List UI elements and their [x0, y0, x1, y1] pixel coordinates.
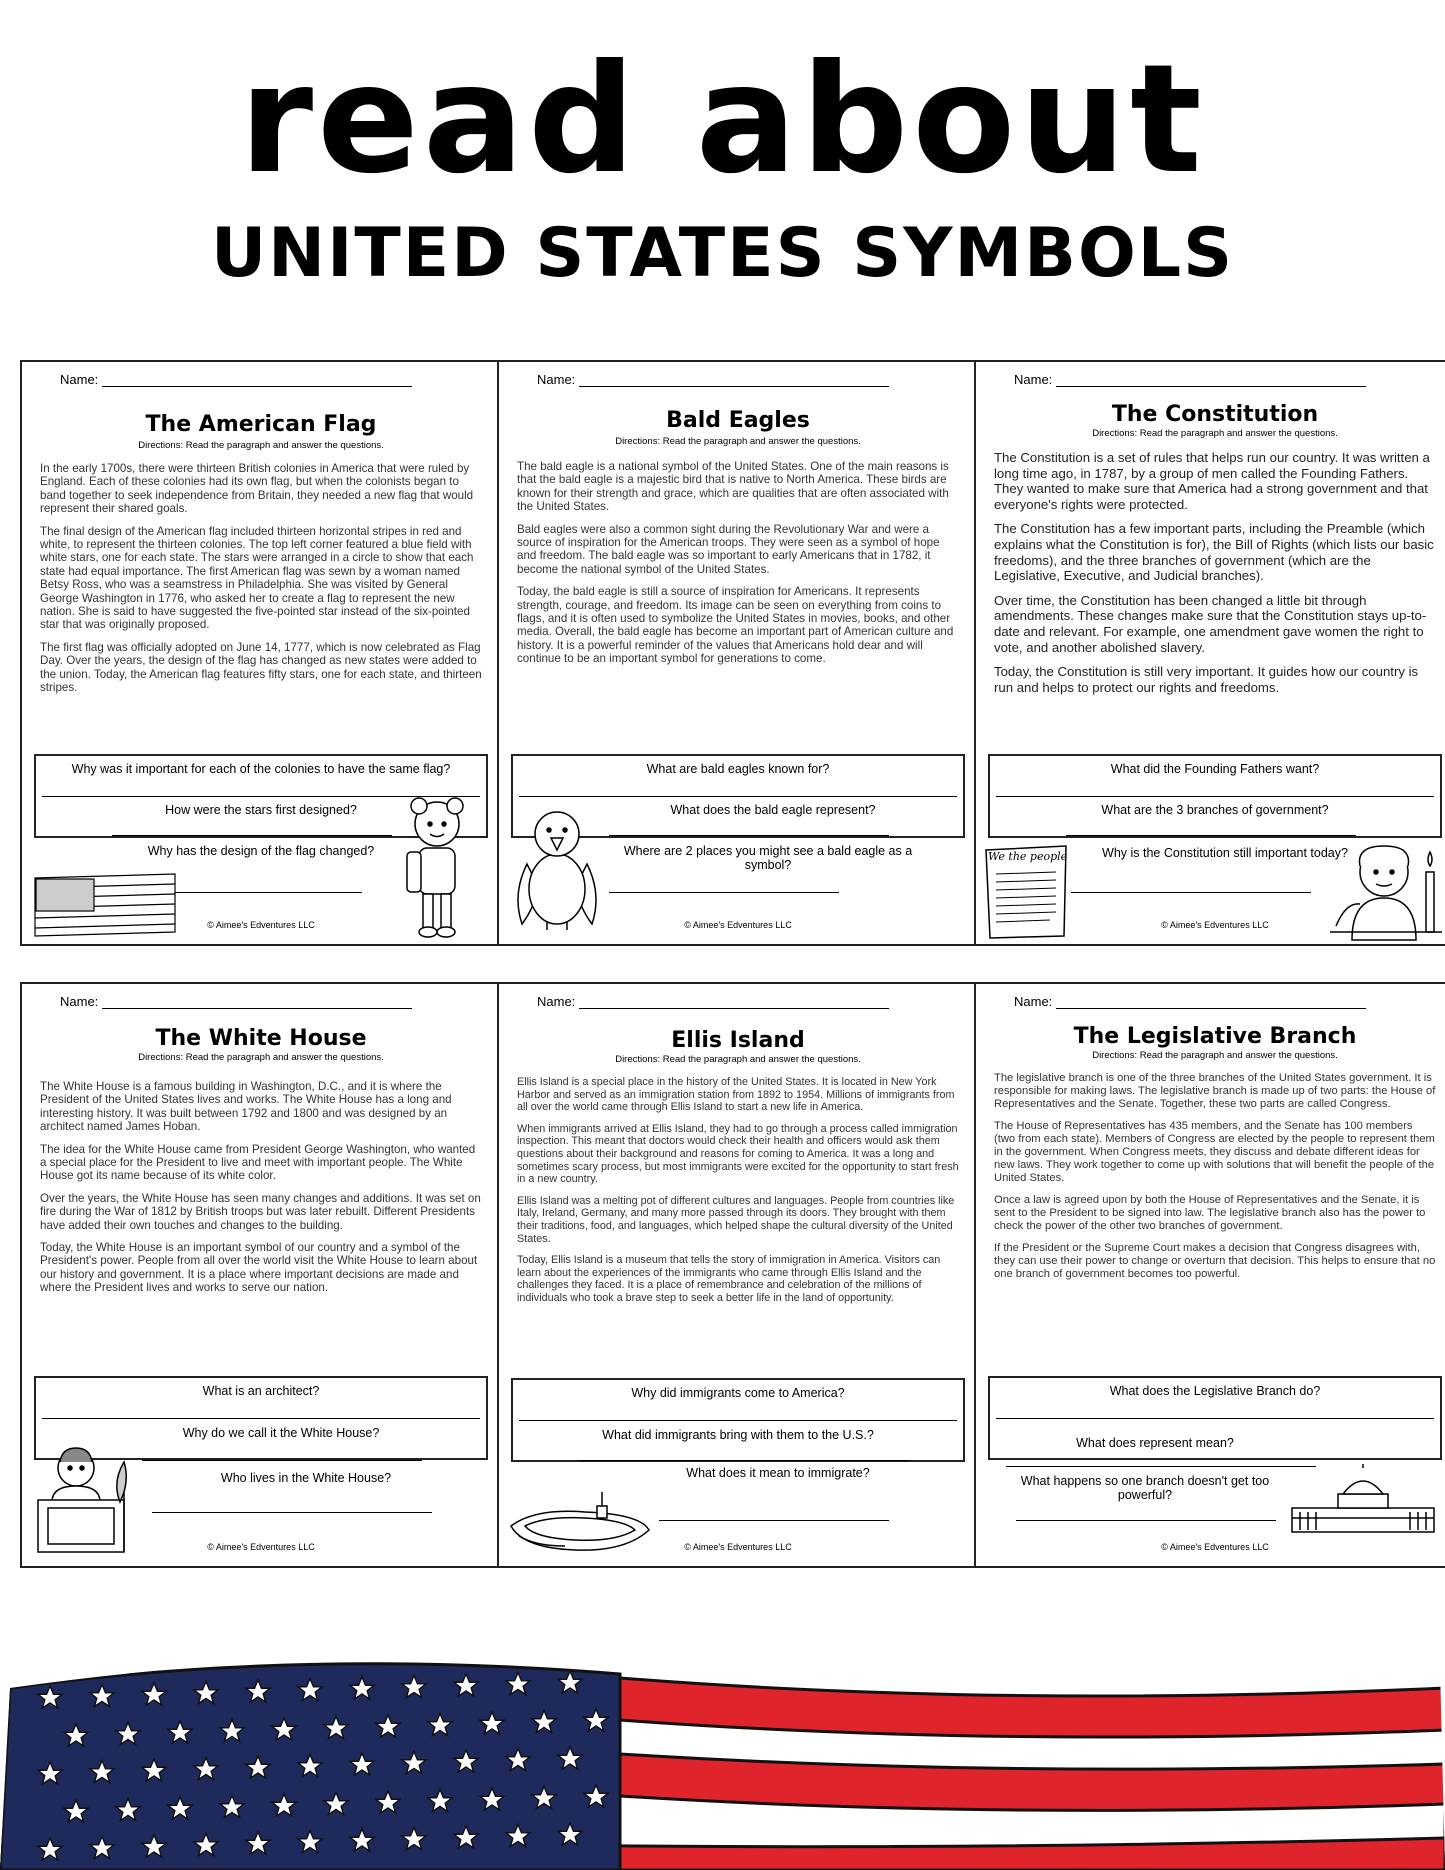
answer-line[interactable] [112, 835, 392, 836]
card-title: The American Flag [145, 412, 377, 437]
answer-line[interactable] [1016, 1520, 1276, 1521]
paragraph: The Constitution has a few important parts, including the Preamble (which explains what the Constitution is for), the Bill of Rights (which lists our basic freedoms), and the three branches of government (which are the Legislative, Executive, and Judicial branches). [994, 521, 1434, 584]
reading-passage [517, 1076, 959, 1314]
paragraph: When immigrants arrived at Ellis Island, they had to go through a process called immigration inspection. This meant that doctors would check their health and officers would ask them questions about their background and reasons for coming to America. It was a long and sometimes scary process, but most immigrants were excited for the opportunity to start fresh in a new country. [517, 1122, 959, 1186]
name-field [537, 994, 889, 1009]
reading-passage [40, 462, 482, 704]
card-directions: Directions: Read the paragraph and answer the questions. [138, 1052, 384, 1063]
paragraph: Today, the Constitution is still very important. It guides how our country is run and helps to protect our rights and freedoms. [994, 664, 1419, 695]
name-field [1014, 372, 1366, 387]
name-field [60, 994, 412, 1009]
name-label: Name: [1014, 372, 1053, 387]
answer-line[interactable] [142, 1460, 422, 1461]
answer-line[interactable] [519, 796, 957, 797]
paragraph: The legislative branch is one of the three branches of the United States government. It is responsible for making laws. The legislative branch is made up of two parts: the House of Representatives and the Senate. Together, these two parts are called Congress. [994, 1072, 1436, 1110]
question: Why do we call it the White House? [182, 1426, 380, 1440]
card-title: Ellis Island [671, 1028, 805, 1053]
card-directions: Directions: Read the paragraph and answer the questions. [1092, 1050, 1338, 1061]
question: How were the stars first designed? [165, 803, 357, 817]
question: What does represent mean? [1076, 1436, 1234, 1450]
paragraph: The House of Representatives has 435 members, and the Senate has 100 members (two from each state). Members of Congress are elected by the people to represent them in the government. When Congress meets, they discuss and debate different ideas for new laws. They work together to come up with solutions that will benefit the people of the United States. [994, 1120, 1435, 1184]
header-script-title: read about [239, 33, 1206, 207]
paragraph: Ellis Island was a melting pot of different cultures and languages. People from countries like Italy, Ireland, Germany, and many more passed through its doors. They brought with them their traditions, food, and languages, which helped shape the cultural diversity of the United States. [517, 1194, 955, 1245]
paragraph: Bald eagles were also a common sight during the Revolutionary War and were a source of inspiration for the American troops. They were seen as a symbol of hope and freedom. The bald eagle was so important to early Americans that in 1782, it become the national symbol of the United States. [517, 522, 940, 576]
card-title: Bald Eagles [666, 408, 810, 433]
paragraph: Today, the White House is an important symbol of our country and a symbol of the President's power. People from all over the world visit the White House to learn about our history and government. It is a place where important decisions are made and where the President lives and works to serve our nation. [40, 1241, 478, 1295]
card-title: The Legislative Branch [1073, 1024, 1357, 1049]
answer-line[interactable] [996, 1418, 1434, 1419]
worksheet-card-constitution [974, 360, 1445, 946]
answer-line[interactable] [1071, 892, 1311, 893]
capitol-building-clipart [1288, 1464, 1438, 1534]
answer-line[interactable] [579, 1460, 909, 1461]
worksheet-card-ellis-island [497, 982, 979, 1568]
scroll-text: We the people [988, 850, 1068, 863]
question: Why is the Constitution still important today? [1102, 846, 1348, 860]
question: What does the Legislative Branch do? [1109, 1384, 1321, 1398]
card-directions: Directions: Read the paragraph and answer the questions. [138, 440, 384, 451]
name-line[interactable] [102, 374, 412, 387]
question: What did immigrants bring with them to the U.S.? [602, 1428, 874, 1442]
answer-line[interactable] [152, 1512, 432, 1513]
answer-line[interactable] [1066, 835, 1356, 836]
paragraph: Over time, the Constitution has been changed a little bit through amendments. These changes make sure that the Constitution stays up-to-date and relevant. For example, one amendment gave women the right to vote, and another abolished slavery. [994, 592, 1427, 655]
copyright: © Aimee's Edventures LLC [1161, 920, 1269, 930]
question: Where are 2 places you might see a bald eagle as a symbol? [623, 844, 913, 872]
reading-passage [994, 1072, 1436, 1290]
paragraph: The Constitution is a set of rules that helps run our country. It was written a long time ago, in 1787, by a group of men called the Founding Fathers. They wanted to make sure that America had a strong government and that everyone's rights were protected. [994, 450, 1430, 512]
paragraph: The final design of the American flag included thirteen horizontal stripes in red and white, to represent the thirteen colonies. The top left corner featured a blue field with white stars, one for each state. The stars were arranged in a circle to show that each state had equal importance. The first American flag was sewn by a woman named Betsy Ross, who was a seamstress in Philadelphia. She was visited by General George Washington in 1776, who asked her to create a flag to represent the new nation. She is said to have suggested the five-pointed star instead of the six-pointed star that was originally proposed. [40, 524, 474, 632]
question-box [511, 1378, 965, 1462]
paragraph: Today, Ellis Island is a museum that tells the story of immigration in America. Visitors can learn about the experiences of the immigrants who came through Ellis Island and the challenges they faced. It is a place of remembrance and celebration of the millions of individuals who took a brave step to seek a better life in the land of opportunity. [517, 1254, 941, 1304]
president-at-podium-clipart [28, 1442, 148, 1554]
question: Why did immigrants come to America? [631, 1386, 845, 1400]
us-flag-banner [0, 1648, 1445, 1870]
question: What happens so one branch doesn't get too powerful? [1020, 1474, 1270, 1502]
question: What are bald eagles known for? [646, 762, 830, 776]
name-label: Name: [60, 372, 99, 387]
copyright: © Aimee's Edventures LLC [684, 1542, 792, 1552]
worksheet-card-white-house [20, 982, 502, 1568]
name-field [1014, 994, 1366, 1009]
question: Why has the design of the flag changed? [147, 844, 375, 858]
paragraph: Today, the bald eagle is still a source of inspiration for Americans. It represents strength, courage, and freedom. Its image can be seen on everything from coins to flags, and it is often used to symbolize the United States in movies, books, and other media. Overall, the bald eagle has become an important part of American culture and history. It is a powerful reminder of the values that Americans hold dear and will continue to be an important symbol for generations to come. [517, 585, 954, 666]
question: What are the 3 branches of government? [1101, 803, 1329, 817]
header-main-title: UNITED STATES SYMBOLS [210, 214, 1235, 293]
answer-line[interactable] [609, 892, 839, 893]
worksheet-card-bald-eagles [497, 360, 979, 946]
copyright: © Aimee's Edventures LLC [207, 1542, 315, 1552]
copyright: © Aimee's Edventures LLC [684, 920, 792, 930]
paragraph: The White House is a famous building in Washington, D.C., and it is where the President of the United States lives and works. The White House has a long and interesting history. It was built between 1792 and 1800 and was designed by an architect named James Hoban. [40, 1080, 452, 1134]
paragraph: Ellis Island is a special place in the history of the United States. It is located in New York Harbor and served as an immigration station from 1892 to 1954. Millions of immigrants from all over the world came through Ellis Island to start a new life in America. [517, 1076, 955, 1114]
copyright: © Aimee's Edventures LLC [1161, 1542, 1269, 1552]
name-line[interactable] [579, 996, 889, 1009]
name-line[interactable] [1056, 996, 1366, 1009]
paragraph: The first flag was officially adopted on June 14, 1777, which is now celebrated as Flag Day. Over the years, the design of the flag has changed as new states were added to the union. Today, the American flag features fifty stars, one for each state, and thirteen stripes. [40, 640, 482, 695]
question: What is an architect? [202, 1384, 320, 1398]
answer-line[interactable] [162, 892, 362, 893]
name-line[interactable] [1056, 374, 1366, 387]
name-label: Name: [537, 994, 576, 1009]
paragraph: Over the years, the White House has seen many changes and additions. It was set on fire during the War of 1812 by British troops but was later rebuilt. Different Presidents have added their own touches and changes to the building. [40, 1191, 481, 1232]
name-line[interactable] [102, 996, 412, 1009]
copyright: © Aimee's Edventures LLC [207, 920, 315, 930]
paragraph: The idea for the White House came from President George Washington, who wanted a special place for the President to live and meet with important people. The White House got its name because of its white color. [40, 1142, 476, 1183]
question: Why was it important for each of the colonies to have the same flag? [71, 762, 451, 776]
name-label: Name: [60, 994, 99, 1009]
name-field [537, 372, 889, 387]
name-field [60, 372, 412, 387]
worksheet-card-american-flag [20, 360, 502, 946]
card-directions: Directions: Read the paragraph and answer the questions. [615, 436, 861, 447]
reading-passage [40, 1080, 482, 1304]
answer-line[interactable] [996, 796, 1434, 797]
card-directions: Directions: Read the paragraph and answer the questions. [615, 1054, 861, 1065]
name-label: Name: [537, 372, 576, 387]
question: What does it mean to immigrate? [686, 1466, 870, 1480]
name-label: Name: [1014, 994, 1053, 1009]
card-directions: Directions: Read the paragraph and answer the questions. [1092, 428, 1338, 439]
worksheet-card-legislative-branch [974, 982, 1445, 1568]
paragraph: If the President or the Supreme Court makes a decision that Congress disagrees with, they can use their power to change or overturn that decision. This helps to ensure that no one branch of government becomes too powerful. [994, 1242, 1436, 1280]
reading-passage [994, 450, 1436, 704]
eagle-clipart [507, 804, 607, 934]
answer-line[interactable] [42, 1418, 480, 1419]
paragraph: Once a law is agreed upon by both the House of Representatives and the Senate, it is sent to the President to be signed into law. The legislative branch also has the power to check the power of the other two branches of government. [994, 1194, 1426, 1232]
paragraph: The bald eagle is a national symbol of the United States. One of the main reasons is that the bald eagle is a majestic bird that is native to North America. These birds are known for their strength and grace, which are qualities that are often associated with the United States. [517, 460, 949, 514]
answer-line[interactable] [659, 1520, 889, 1521]
question: What does the bald eagle represent? [670, 803, 876, 817]
paragraph: In the early 1700s, there were thirteen British colonies in America that were ruled by England. Each of these colonies had its own flag, but when the colonists began to band together to seek independence from Britain, they needed a new flag that would represent their shared goals. [40, 462, 474, 516]
card-title: The White House [155, 1026, 367, 1051]
name-line[interactable] [579, 374, 889, 387]
answer-line[interactable] [1006, 1466, 1316, 1467]
question: What did the Founding Fathers want? [1110, 762, 1320, 776]
card-title: The Constitution [1111, 402, 1319, 427]
question-box [988, 754, 1442, 838]
answer-line[interactable] [519, 1420, 957, 1421]
reading-passage [517, 460, 959, 675]
answer-line[interactable] [609, 835, 889, 836]
question: Who lives in the White House? [220, 1471, 392, 1485]
